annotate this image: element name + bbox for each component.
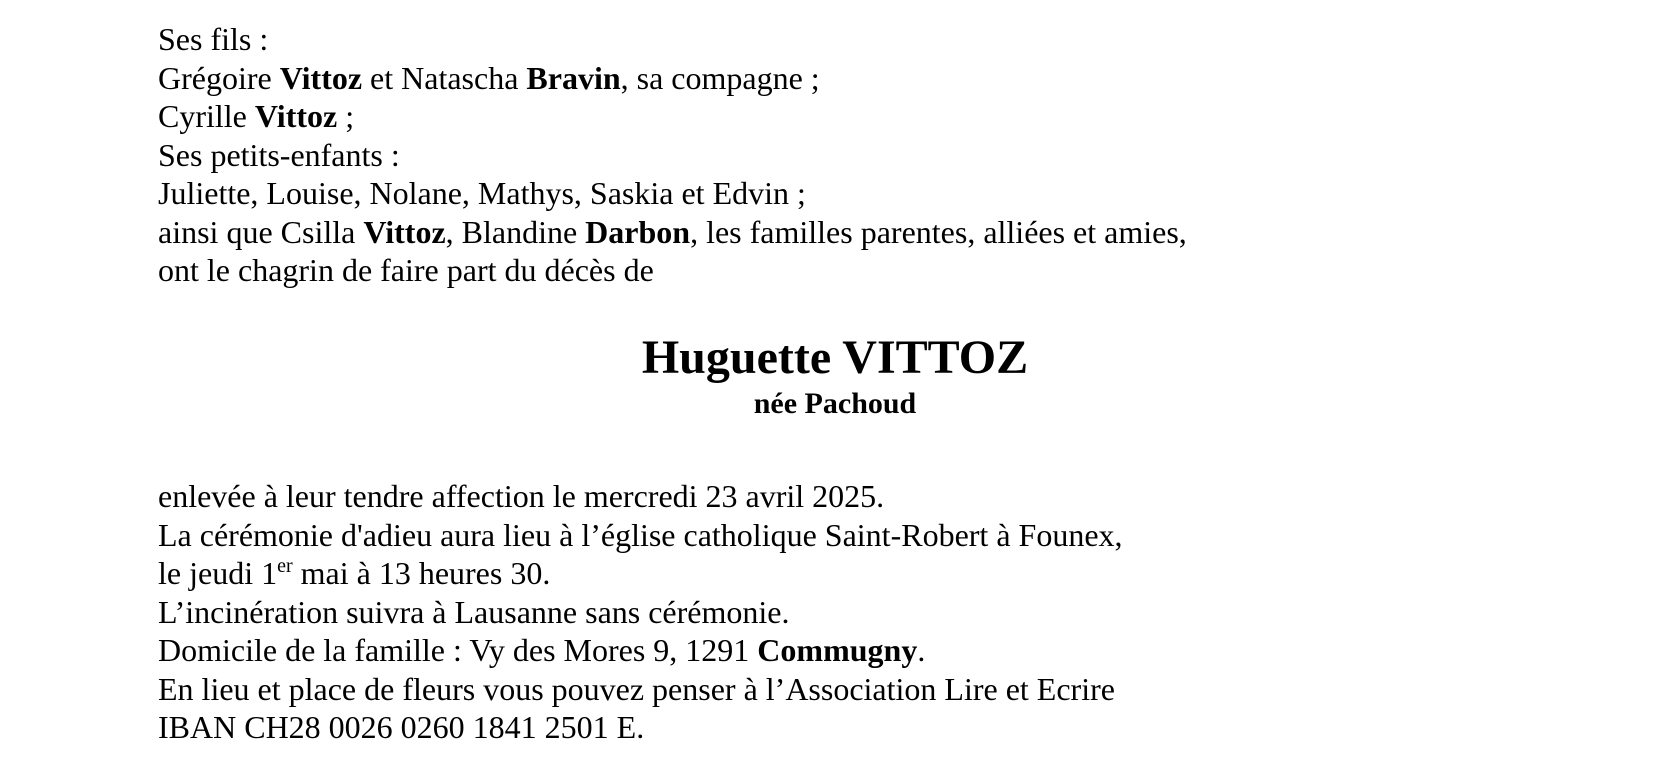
domicile-suffix: . xyxy=(917,632,926,668)
son1-first-name: Grégoire xyxy=(158,59,280,96)
death-line: enlevée à leur tendre affection le mercredi 23 avril 2025. xyxy=(158,478,885,514)
details-section xyxy=(158,477,1123,747)
deceased-name: Huguette VITTOZ xyxy=(641,331,1029,384)
date-superscript: er xyxy=(277,555,293,577)
date-prefix: le jeudi 1 xyxy=(158,555,278,591)
grandchildren-heading: Ses petits-enfants : xyxy=(158,136,400,173)
others-suffix: , les familles parentes, alliées et amies, xyxy=(690,213,1187,250)
donation-line: En lieu et place de fleurs vous pouvez penser à l’Association Lire et Ecrire xyxy=(158,670,1115,707)
domicile-prefix: Domicile de la famille : Vy des Mores 9, 1291 xyxy=(158,632,758,668)
cremation-line: L’incinération suivra à Lausanne sans cérémonie. xyxy=(158,593,790,630)
family-section xyxy=(158,20,1187,290)
son1-suffix: , sa compagne ; xyxy=(620,59,820,96)
son1-conjunction: et Natascha xyxy=(362,59,527,96)
others-surname-1: Vittoz xyxy=(363,213,446,250)
others-surname-2: Darbon xyxy=(585,213,691,250)
son-line-1 xyxy=(158,59,1187,98)
ceremony-date-line xyxy=(158,554,1123,593)
ceremony-line: La cérémonie d'adieu aura lieu à l’église catholique Saint-Robert à Founex, xyxy=(158,516,1123,553)
domicile-line xyxy=(158,631,1123,670)
announcement-line: ont le chagrin de faire part du décès de xyxy=(158,252,654,288)
son2-surname: Vittoz xyxy=(254,98,338,134)
son2-first-name: Cyrille xyxy=(158,98,255,134)
others-prefix: ainsi que Csilla xyxy=(158,213,364,250)
son-line-2 xyxy=(158,97,1187,136)
others-line xyxy=(158,213,1187,252)
domicile-town: Commugny xyxy=(757,632,918,668)
deceased-birth-name: née Pachoud xyxy=(753,387,917,420)
son2-suffix: ; xyxy=(337,98,355,134)
date-suffix: mai à 13 heures 30. xyxy=(292,555,551,591)
iban-line: IBAN CH28 0026 0260 1841 2501 E. xyxy=(158,709,645,745)
son1-surname: Vittoz xyxy=(279,59,363,96)
sons-heading: Ses fils : xyxy=(158,21,269,57)
deceased-block xyxy=(0,330,1654,422)
others-middle: , Blandine xyxy=(445,213,586,250)
grandchildren-list: Juliette, Louise, Nolane, Mathys, Saskia et Edvin ; xyxy=(158,175,806,211)
son1-partner-surname: Bravin xyxy=(526,59,621,96)
